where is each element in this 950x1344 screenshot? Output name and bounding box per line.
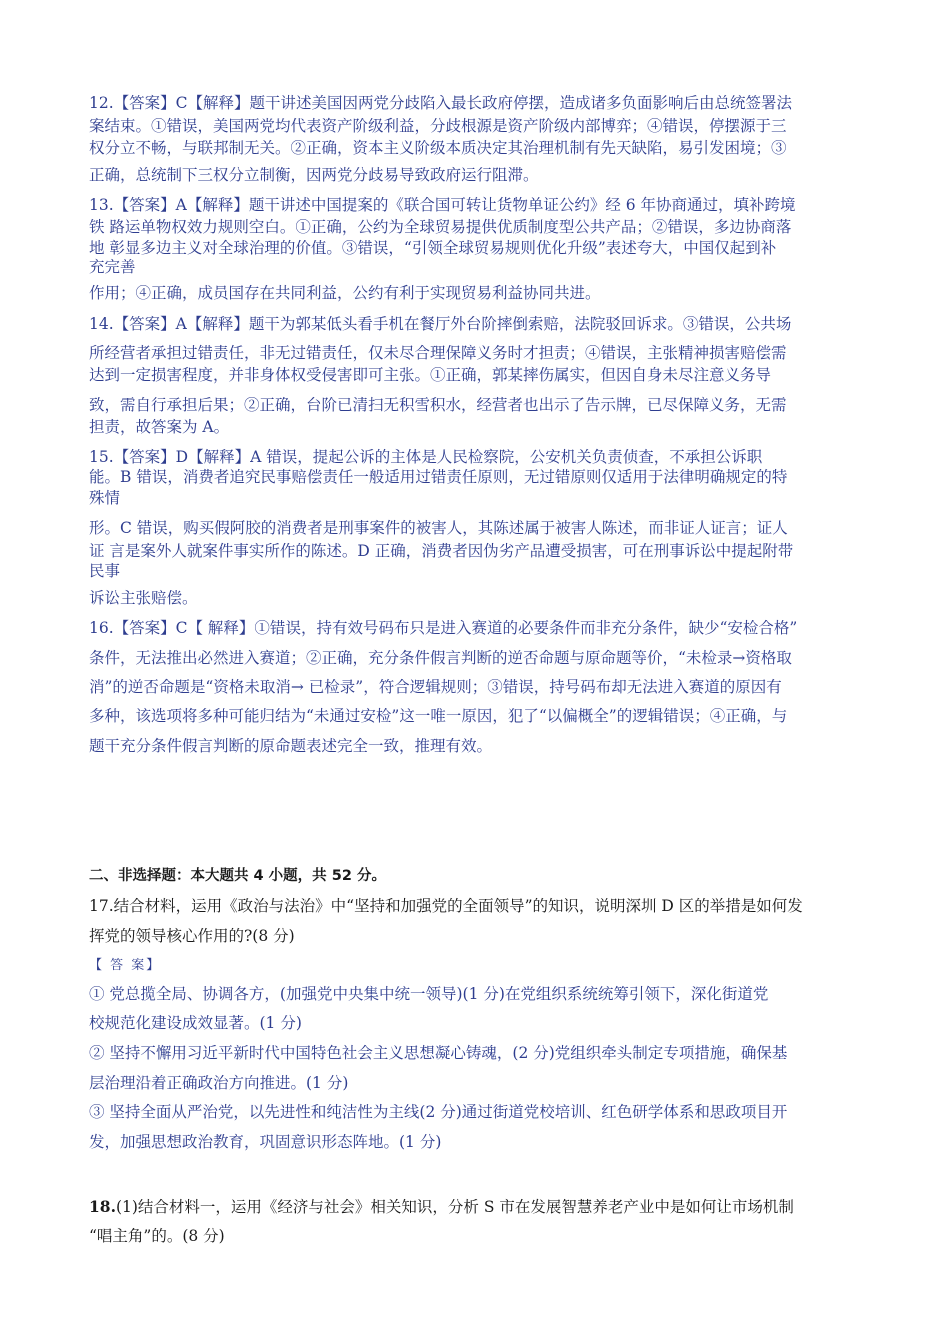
q15-line: 形。C 错误，购买假阿胶的消费者是刑事案件的被害人，其陈述属于被害人陈述，而非证人证言；证人 [89, 519, 788, 537]
q15-line: 民事 [89, 562, 121, 580]
q14-line: 担责，故答案为 A。 [89, 418, 230, 436]
q15-line: 殊情 [89, 489, 121, 507]
q15-line: 15.【答案】D【解释】A 错误，提起公诉的主体是人民检察院，公安机关负责侦查，不承担公诉职 [89, 448, 763, 466]
q17-answer-line: 发，加强思想政治教育，巩固意识形态阵地。(1 分) [89, 1133, 442, 1151]
q15-line: 能。B 错误，消费者追究民事赔偿责任一般适用过错责任原则，无过错原则仅适用于法律明确规定的特 [89, 468, 788, 486]
q12-line: 正确，总统制下三权分立制衡，因两党分歧易导致政府运行阻滞。 [89, 166, 539, 184]
q16-line: 消”的逆否命题是“资格未取消→ 已检录”，符合逻辑规则；③错误，持号码布却无法进入赛道的原因有 [89, 678, 782, 696]
q17-question-line: 17.结合材料，运用《政治与法治》中“坚持和加强党的全面领导”的知识，说明深圳 D 区的举措是如何发 [89, 897, 803, 915]
q17-answer-line: ② 坚持不懈用习近平新时代中国特色社会主义思想凝心铸魂，(2 分)党组织牵头制定专项措施，确保基 [89, 1044, 788, 1062]
q18-number: 18. [89, 1197, 116, 1216]
q12-line: 案结束。①错误，美国两党均代表资产阶级利益，分歧根源是资产阶级内部博弈；④错误，停摆源于三 [89, 117, 787, 135]
q13-line: 地 彰显多边主义对全球治理的价值。③错误，“引领全球贸易规则优化升级”表述夸大，中国仅起到补 [89, 239, 777, 257]
q13-line: 充完善 [89, 258, 136, 276]
q17-answer-line: ③ 坚持全面从严治党，以先进性和纯洁性为主线(2 分)通过街道党校培训、红色研学体系和思政项目开 [89, 1103, 788, 1121]
q18-question-line [89, 1197, 794, 1217]
q17-answer-line: 校规范化建设成效显著。(1 分) [89, 1014, 302, 1032]
q12-line: 12.【答案】C【解释】题干讲述美国因两党分歧陷入最长政府停摆，造成诸多负面影响后由总统签署法 [89, 94, 793, 112]
q14-line: 所经营者承担过错责任，非无过错责任，仅未尽合理保障义务时才担责；④错误，主张精神损害赔偿需 [89, 344, 787, 362]
q16-line: 16.【答案】C【 解释】①错误，持有效号码布只是进入赛道的必要条件而非充分条件，缺少“安检合格” [89, 619, 798, 637]
q16-line: 题干充分条件假言判断的原命题表述完全一致，推理有效。 [89, 737, 493, 755]
q15-line: 证 言是案外人就案件事实所作的陈述。D 正确，消费者因伪劣产品遭受损害，可在刑事诉讼中提起附带 [89, 542, 794, 560]
answer-label: 【 答 案】 [89, 958, 162, 973]
q15-line: 诉讼主张赔偿。 [89, 589, 198, 607]
q14-line: 达到一定损害程度，并非身体权受侵害即可主张。①正确，郭某摔伤属实，但因自身未尽注意义务导 [89, 366, 772, 384]
q18-question-line: “唱主角”的。(8 分) [89, 1227, 225, 1245]
q17-answer-line: 层治理沿着正确政治方向推进。(1 分) [89, 1074, 349, 1092]
q14-line: 致，需自行承担后果；②正确，台阶已清扫无积雪积水，经营者也出示了告示牌，已尽保障义务，无需 [89, 396, 787, 414]
q18-question-text: (1)结合材料一，运用《经济与社会》相关知识，分析 S 市在发展智慧养老产业中是如何让市场机制 [115, 1198, 794, 1216]
q13-line: 作用；④正确，成员国存在共同利益，公约有利于实现贸易利益协同共进。 [89, 284, 601, 302]
q12-line: 权分立不畅，与联邦制无关。②正确，资本主义阶级本质决定其治理机制有先天缺陷，易引发困境；③ [89, 139, 787, 157]
q17-question-line: 挥党的领导核心作用的?(8 分) [89, 927, 295, 945]
q16-line: 多种，该选项将多种可能归结为“未通过安检”这一唯一原因，犯了“以偏概全”的逻辑错误；④正确，与 [89, 707, 788, 725]
q14-line: 14.【答案】A【解释】题干为郭某低头看手机在餐厅外台阶摔倒索赔，法院驳回诉求。③错误，公共场 [89, 315, 792, 333]
q16-line: 条件，无法推出必然进入赛道；②正确，充分条件假言判断的逆否命题与原命题等价，“未检录→资格取 [89, 649, 792, 667]
q17-answer-line: ① 党总揽全局、协调各方，(加强党中央集中统一领导)(1 分)在党组织系统统筹引领下，深化街道党 [89, 985, 769, 1003]
q13-line: 13.【答案】A【解释】题干讲述中国提案的《联合国可转让货物单证公约》经 6 年协商通过，填补跨境 [89, 196, 796, 214]
q13-line: 铁 路运单物权效力规则空白。①正确，公约为全球贸易提供优质制度型公共产品；②错误，多边协商落 [89, 218, 792, 236]
section-heading: 二、非选择题：本大题共 4 小题，共 52 分。 [89, 868, 386, 884]
